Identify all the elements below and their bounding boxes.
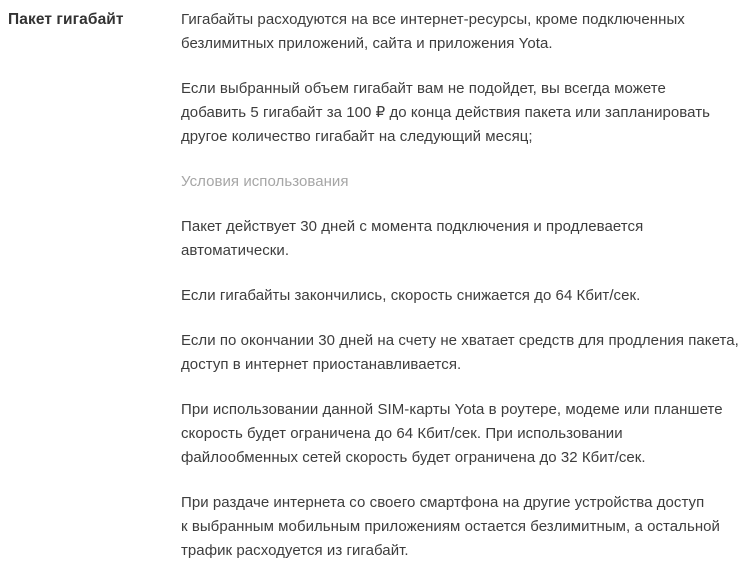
body-paragraph: Если выбранный объем гигабайт вам не подойдет, вы всегда можете добавить 5 гигабайт за 100 ₽ до конца действия пакета или запланировать другое количество гигабайт на следующий месяц; bbox=[181, 80, 710, 145]
row-title: Пакет гигабайт bbox=[8, 11, 124, 28]
body-paragraph: Если по окончании 30 дней на счету не хватает средств для продления пакета, доступ в интернет приостанавливается. bbox=[181, 332, 739, 373]
row-content bbox=[181, 8, 744, 563]
body-paragraph: Если гигабайты закончились, скорость снижается до 64 Кбит/сек. bbox=[181, 287, 641, 304]
body-paragraph: Пакет действует 30 дней с момента подключения и продлевается автоматически. bbox=[181, 218, 644, 259]
body-paragraph: При использовании данной SIM-карты Yota в роутере, модеме или планшете скорость будет ограничена до 64 Кбит/сек. При использовании файлообменных сетей скорость будет ограничена до 32 Кбит/сек. bbox=[181, 401, 723, 466]
body-paragraph: При раздаче интернета со своего смартфона на другие устройства доступ к выбранным мобильным приложениям остается безлимитным, а остальной трафик расходуется из гигабайт. bbox=[181, 494, 720, 559]
body-paragraph: Гигабайты расходуются на все интернет-ресурсы, кроме подключенных безлимитных приложений, сайта и приложения Yota. bbox=[181, 11, 685, 52]
section-subheading: Условия использования bbox=[181, 173, 349, 190]
